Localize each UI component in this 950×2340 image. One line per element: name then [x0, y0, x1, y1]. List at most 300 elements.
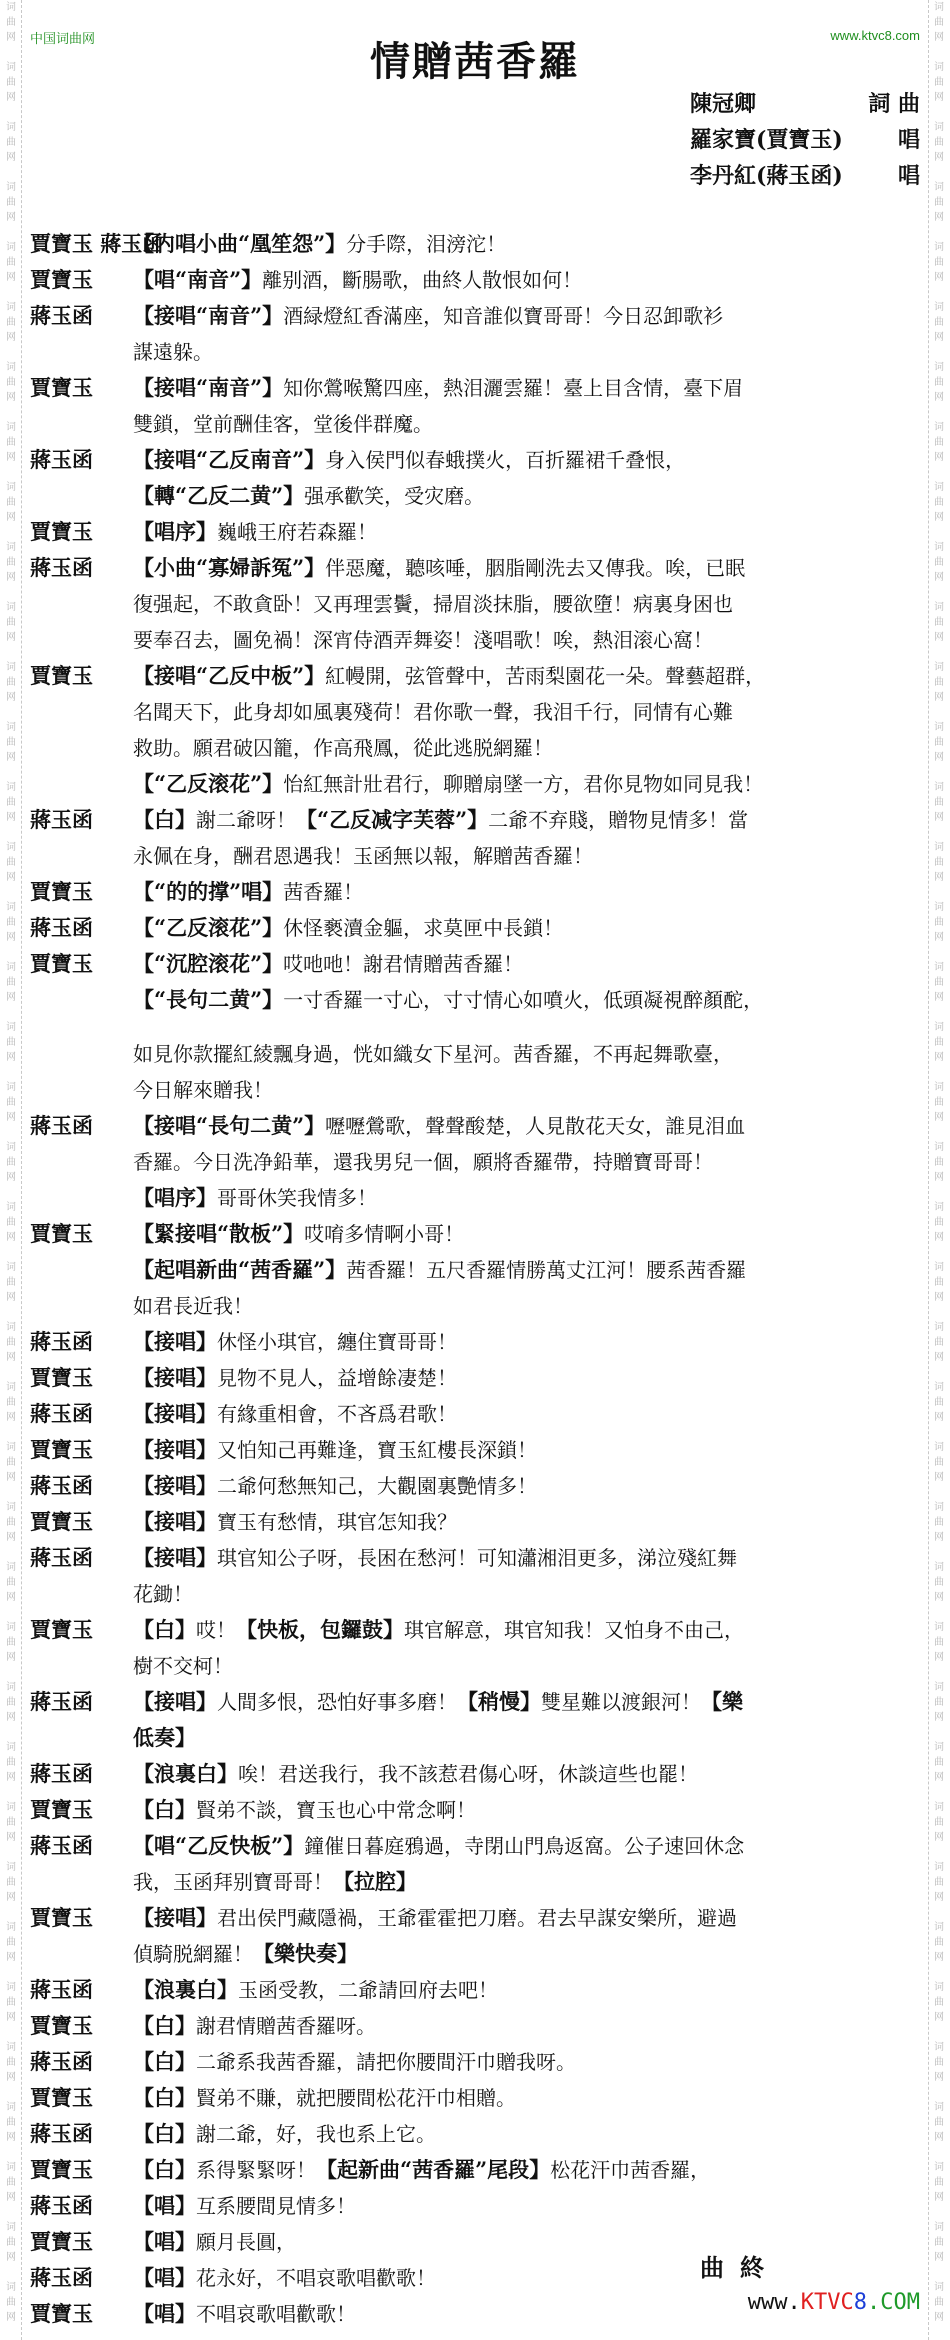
watermark-group — [6, 1680, 16, 1740]
script-entry — [30, 658, 920, 802]
watermark-char: 词 — [6, 1622, 16, 1633]
lyric-text: 怡紅無計壯君行，聊贈扇墜一方，君你見物如同見我！ — [283, 772, 764, 796]
lyric-line — [133, 694, 920, 730]
watermark-char: 词 — [934, 1442, 944, 1453]
lyric-text: 願月長圓， — [196, 2230, 296, 2254]
watermark-group — [934, 1980, 944, 2040]
speaker-name: 蔣玉函 — [30, 1329, 93, 1354]
performance-tag: 【唱】 — [133, 2301, 196, 2326]
watermark-group — [934, 1560, 944, 1620]
performance-tag: 【白】 — [133, 807, 196, 832]
lyric-text: 系得緊緊呀！ — [196, 2158, 316, 2182]
watermark-char: 词 — [934, 62, 944, 73]
lyric-text: 巍峨王府若森羅！ — [217, 520, 377, 544]
script-entry — [30, 550, 920, 658]
performance-tag: 【“沉腔滚花”】 — [133, 951, 284, 976]
watermark-char: 网 — [934, 872, 944, 883]
watermark-char: 曲 — [934, 1577, 944, 1588]
watermark-group — [6, 420, 16, 480]
watermark-char: 曲 — [934, 677, 944, 688]
speaker-name: 蔣玉函 — [30, 1977, 93, 2002]
watermark-char: 曲 — [6, 1097, 16, 1108]
performance-tag: 【接唱“乙反南音”】 — [133, 447, 326, 472]
performance-tag: 【接唱】 — [133, 1689, 217, 1714]
watermark-char: 词 — [6, 2102, 16, 2113]
watermark-char: 词 — [6, 842, 16, 853]
watermark-group — [6, 600, 16, 660]
watermark-group — [6, 1740, 16, 1800]
watermark-char: 词 — [934, 2222, 944, 2233]
speaker-name: 蔣玉函 — [30, 2121, 93, 2146]
speaker-name: 賈寶玉 — [30, 1221, 93, 1246]
performance-tag: 【起唱新曲“茜香羅”】 — [133, 1257, 347, 1282]
watermark-char: 网 — [6, 392, 16, 403]
lyric-text: 分手際，泪滂沱！ — [346, 232, 507, 256]
lyric-lines — [133, 442, 920, 514]
watermark-char: 网 — [6, 1472, 16, 1483]
lyric-line — [133, 1180, 920, 1216]
watermark-group — [934, 840, 944, 900]
watermark-char: 网 — [934, 752, 944, 763]
performance-tag: 【接唱】 — [133, 1905, 217, 1930]
performance-tag: 【浪裏白】 — [133, 1977, 238, 2002]
performance-tag: 【樂 — [701, 1689, 743, 1714]
watermark-char: 曲 — [6, 1877, 16, 1888]
watermark-char: 网 — [934, 452, 944, 463]
watermark-char: 网 — [934, 812, 944, 823]
watermark-char: 网 — [6, 1112, 16, 1123]
watermark-char: 曲 — [934, 2057, 944, 2068]
speaker-name: 賈寶玉 蔣玉函 — [30, 231, 164, 256]
watermark-char: 词 — [934, 302, 944, 313]
speaker-name: 賈寶玉 — [30, 1797, 93, 1822]
watermark-group — [6, 1200, 16, 1260]
watermark-group — [6, 120, 16, 180]
lyric-line — [133, 334, 920, 370]
watermark-char: 词 — [6, 1082, 16, 1093]
watermark-char: 词 — [934, 1322, 944, 1333]
watermark-char: 曲 — [6, 917, 16, 928]
watermark-group — [934, 2280, 944, 2340]
watermark-group — [934, 300, 944, 360]
lyric-lines — [133, 2116, 920, 2152]
performance-tag: 【接唱】 — [133, 1509, 217, 1534]
script-entry — [30, 1468, 920, 1504]
watermark-char: 词 — [6, 1442, 16, 1453]
watermark-char: 曲 — [6, 257, 16, 268]
watermark-group — [934, 900, 944, 960]
watermark-char: 曲 — [934, 1517, 944, 1528]
watermark-group — [6, 780, 16, 840]
performance-tag: 低奏】 — [133, 1725, 196, 1750]
watermark-char: 曲 — [6, 377, 16, 388]
lyric-line — [133, 1684, 920, 1720]
watermark-char: 词 — [6, 1562, 16, 1573]
credit-singer-1 — [690, 122, 920, 158]
script-entry — [30, 1504, 920, 1540]
watermark-group — [6, 720, 16, 780]
watermark-char: 网 — [934, 1592, 944, 1603]
lyric-line — [133, 1252, 920, 1288]
lyric-line — [133, 1756, 920, 1792]
lyric-line — [133, 2044, 920, 2080]
lyric-text: 酒緑燈紅香滿座，知音誰似寶哥哥！今日忍卸歌衫 — [283, 304, 724, 328]
watermark-char: 网 — [6, 1352, 16, 1363]
watermark-group — [6, 300, 16, 360]
performance-tag: 【“乙反滚花”】 — [133, 915, 284, 940]
watermark-group — [934, 1860, 944, 1920]
watermark-char: 曲 — [934, 197, 944, 208]
performance-tag: 【起新曲“茜香羅”尾段】 — [316, 2157, 551, 2182]
performance-tag: 【白】 — [133, 1617, 196, 1642]
watermark-group — [6, 1980, 16, 2040]
watermark-char: 词 — [934, 2282, 944, 2293]
watermark-char: 曲 — [6, 617, 16, 628]
watermark-char: 词 — [934, 242, 944, 253]
lyric-line — [133, 1612, 920, 1648]
performance-tag: 【接唱“長句二黄”】 — [133, 1113, 326, 1138]
watermark-char: 网 — [934, 212, 944, 223]
lyric-text: 琪官解意，琪官知我！又怕身不由己， — [404, 1618, 744, 1642]
lyric-text: 哎唷多情啊小哥！ — [304, 1222, 465, 1246]
script-entry — [30, 2116, 920, 2152]
watermark-char: 曲 — [934, 977, 944, 988]
watermark-char: 曲 — [934, 1877, 944, 1888]
script-entry — [30, 1612, 920, 1684]
speaker-name: 賈寶玉 — [30, 2013, 93, 2038]
lyric-text: 琪官知公子呀，長困在愁河！可知瀟湘泪更多，涕泣殘紅舞 — [217, 1546, 737, 1570]
watermark-char: 曲 — [934, 1457, 944, 1468]
watermark-char: 词 — [934, 662, 944, 673]
watermark-group — [6, 540, 16, 600]
watermark-char: 词 — [934, 1982, 944, 1993]
lyric-line — [133, 874, 920, 910]
lyric-text: 二爺何愁無知己，大觀園裏艷情多！ — [217, 1474, 537, 1498]
watermark-char: 网 — [934, 1952, 944, 1963]
watermark-char: 词 — [6, 1682, 16, 1693]
watermark-char: 词 — [6, 1742, 16, 1753]
watermark-char: 网 — [6, 632, 16, 643]
lyrics-script — [30, 226, 920, 2332]
watermark-group — [934, 1200, 944, 1260]
speaker-name: 賈寶玉 — [30, 519, 93, 544]
watermark-column-right — [928, 0, 950, 2340]
performance-tag: 【白】 — [133, 2121, 196, 2146]
script-entry — [30, 2008, 920, 2044]
performance-tag: 【浪裏白】 — [133, 1761, 238, 1786]
watermark-group — [934, 720, 944, 780]
lyric-line — [133, 766, 920, 802]
lyric-line — [133, 406, 920, 442]
watermark-char: 曲 — [6, 437, 16, 448]
watermark-char: 曲 — [6, 197, 16, 208]
speaker-name: 蔣玉函 — [30, 1689, 93, 1714]
credit-role: 詞 曲 — [868, 91, 920, 117]
lyric-line — [133, 262, 920, 298]
performance-tag: 【接唱】 — [133, 1365, 217, 1390]
lyric-line — [133, 910, 920, 946]
speaker-name: 賈寶玉 — [30, 1437, 93, 1462]
lyric-line — [133, 514, 920, 550]
watermark-group — [934, 1920, 944, 1980]
watermark-group — [934, 1440, 944, 1500]
lyric-line — [133, 1900, 920, 1936]
lyric-line — [133, 478, 920, 514]
logo-com: .COM — [867, 2290, 920, 2315]
footer-logo[interactable] — [748, 2290, 920, 2315]
site-name[interactable]: 中国词曲网 — [30, 32, 96, 47]
lyric-line — [133, 226, 920, 262]
performance-tag: 【緊接唱“散板”】 — [133, 1221, 305, 1246]
watermark-char: 词 — [934, 842, 944, 853]
performance-tag: 【白】 — [133, 2013, 196, 2038]
speaker-name: 賈寶玉 — [30, 663, 93, 688]
lyric-line — [133, 1576, 920, 1612]
speaker-name: 賈寶玉 — [30, 1365, 93, 1390]
lyric-line — [133, 802, 920, 838]
watermark-char: 词 — [934, 482, 944, 493]
watermark-char: 词 — [6, 1262, 16, 1273]
lyric-text: 雙鎖，堂前酬佳客，堂後伴群魔。 — [133, 412, 433, 436]
lyric-line — [133, 1648, 920, 1684]
watermark-char: 曲 — [6, 317, 16, 328]
watermark-char: 曲 — [6, 1697, 16, 1708]
watermark-char: 词 — [6, 662, 16, 673]
speaker-name: 蔣玉函 — [30, 1761, 93, 1786]
watermark-char: 网 — [934, 332, 944, 343]
lyric-text: 唉！君送我行，我不該惹君傷心呀，休談這些也罷！ — [238, 1762, 698, 1786]
lyric-line — [133, 658, 920, 694]
logo-ktvc: KTVC — [800, 2290, 854, 2315]
site-url[interactable]: www.ktvc8.com — [830, 28, 920, 43]
lyric-text: 松花汗巾茜香羅， — [550, 2158, 711, 2182]
performance-tag: 【“長句二黄”】 — [133, 987, 284, 1012]
lyric-line — [133, 2188, 920, 2224]
lyric-lines — [133, 1684, 920, 1756]
lyric-text: 不唱哀歌唱歡歌！ — [196, 2302, 356, 2326]
watermark-group — [6, 1440, 16, 1500]
lyric-line — [133, 1108, 920, 1144]
watermark-char: 曲 — [934, 2297, 944, 2308]
lyric-text: 花鋤！ — [133, 1582, 193, 1606]
lyric-line — [133, 2008, 920, 2044]
watermark-char: 词 — [934, 182, 944, 193]
watermark-char: 网 — [6, 2252, 16, 2263]
script-entry — [30, 1540, 920, 1612]
watermark-char: 词 — [6, 242, 16, 253]
lyric-text: 花永好，不唱哀歌唱歡歌！ — [196, 2266, 436, 2290]
lyric-line — [133, 1828, 920, 1864]
script-entry — [30, 910, 920, 946]
script-entry — [30, 1216, 920, 1324]
performance-tag: 【接唱】 — [133, 1329, 217, 1354]
watermark-char: 网 — [934, 1472, 944, 1483]
lyric-text: 樹不交柯！ — [133, 1654, 233, 1678]
lyric-text: 謝君情贈茜香羅呀。 — [196, 2014, 376, 2038]
watermark-char: 网 — [934, 392, 944, 403]
lyric-lines — [133, 2044, 920, 2080]
watermark-char: 网 — [934, 1892, 944, 1903]
watermark-char: 曲 — [6, 1757, 16, 1768]
lyric-lines — [133, 1396, 920, 1432]
lyric-line — [133, 2116, 920, 2152]
lyric-text: 君出侯門藏隱禍，王爺霍霍把刀磨。君去早謀安樂所，避過 — [217, 1906, 737, 1930]
watermark-char: 词 — [934, 1082, 944, 1093]
watermark-char: 曲 — [6, 1637, 16, 1648]
watermark-char: 词 — [6, 122, 16, 133]
lyric-text: 哥哥休笑我情多！ — [217, 1186, 377, 1210]
watermark-char: 网 — [6, 332, 16, 343]
watermark-char: 曲 — [934, 17, 944, 28]
watermark-group — [6, 2280, 16, 2340]
lyric-lines — [133, 1756, 920, 1792]
lyric-line — [133, 1936, 920, 1972]
lyric-text: 如君長近我！ — [133, 1294, 253, 1318]
speaker-name: 蔣玉函 — [30, 2049, 93, 2074]
lyric-text: 今日解來贈我！ — [133, 1078, 273, 1102]
lyric-line — [133, 2224, 920, 2260]
watermark-char: 词 — [934, 782, 944, 793]
watermark-char: 词 — [6, 1922, 16, 1933]
watermark-char: 网 — [6, 1412, 16, 1423]
watermark-char: 网 — [6, 152, 16, 163]
watermark-char: 曲 — [934, 1097, 944, 1108]
watermark-char: 网 — [934, 272, 944, 283]
performance-tag: 【稍慢】 — [457, 1689, 541, 1714]
script-entry — [30, 370, 920, 442]
speaker-name: 蔣玉函 — [30, 447, 93, 472]
performance-tag: 【“的的撑”唱】 — [133, 879, 284, 904]
watermark-char: 曲 — [6, 1157, 16, 1168]
watermark-char: 词 — [6, 1382, 16, 1393]
watermark-group — [934, 360, 944, 420]
watermark-char: 网 — [934, 1712, 944, 1723]
watermark-char: 网 — [934, 152, 944, 163]
watermark-group — [934, 1620, 944, 1680]
watermark-char: 曲 — [6, 977, 16, 988]
watermark-group — [934, 420, 944, 480]
lyric-text: 如見你款擺紅綾飄身過，恍如織女下星河。茜香羅，不再起舞歌臺， — [133, 1042, 733, 1066]
watermark-char: 曲 — [6, 1817, 16, 1828]
lyric-text: 休怪小琪官，纏住寶哥哥！ — [217, 1330, 457, 1354]
watermark-char: 词 — [6, 1502, 16, 1513]
watermark-char: 曲 — [6, 1937, 16, 1948]
watermark-char: 曲 — [934, 1337, 944, 1348]
watermark-char: 曲 — [6, 1037, 16, 1048]
lyric-line — [133, 1972, 920, 2008]
watermark-char: 词 — [6, 1202, 16, 1213]
watermark-char: 词 — [934, 122, 944, 133]
watermark-char: 曲 — [6, 1577, 16, 1588]
watermark-char: 词 — [6, 62, 16, 73]
lyric-lines — [133, 910, 920, 946]
speaker-name: 賈寶玉 — [30, 879, 93, 904]
speaker-name: 賈寶玉 — [30, 375, 93, 400]
performance-tag: 【内唱小曲“凰笙怨”】 — [133, 231, 347, 256]
lyric-lines — [133, 1792, 920, 1828]
lyric-line — [133, 730, 920, 766]
lyric-text: 賢弟不賺，就把腰間松花汗巾相贈。 — [196, 2086, 516, 2110]
performance-tag: 【轉“乙反二黄”】 — [133, 483, 305, 508]
lyric-lines — [133, 1468, 920, 1504]
watermark-char: 曲 — [6, 497, 16, 508]
logo-8: 8 — [853, 2290, 868, 2315]
lyric-lines — [133, 2152, 920, 2188]
performance-tag: 【“乙反滚花”】 — [133, 771, 284, 796]
speaker-name: 蔣玉函 — [30, 1113, 93, 1138]
watermark-group — [6, 1260, 16, 1320]
watermark-char: 曲 — [934, 2177, 944, 2188]
lyric-lines — [133, 298, 920, 370]
watermark-group — [934, 1080, 944, 1140]
lyric-line — [133, 442, 920, 478]
lyric-text: 身入侯門似春蛾撲火，百折羅裙千叠恨， — [325, 448, 686, 472]
watermark-group — [934, 2220, 944, 2280]
watermark-char: 曲 — [6, 1337, 16, 1348]
watermark-char: 词 — [934, 2, 944, 13]
lyric-text: 一寸香羅一寸心，寸寸情心如噴火，低頭凝視醉顏酡， — [283, 988, 764, 1012]
watermark-char: 词 — [6, 182, 16, 193]
script-entry — [30, 1900, 920, 1972]
script-entry — [30, 1108, 920, 1216]
lyric-text: 要奉召去，圖免禍！深宵侍酒弄舞姿！淺唱歌！唉，熱泪滚心窩！ — [133, 628, 713, 652]
speaker-name: 蔣玉函 — [30, 1401, 93, 1426]
lyric-lines — [133, 2224, 920, 2260]
lyric-text: 謝二爺呀！ — [196, 808, 296, 832]
lyric-lines — [133, 514, 920, 550]
watermark-group — [934, 2040, 944, 2100]
speaker-name: 賈寶玉 — [30, 267, 93, 292]
script-entry — [30, 1396, 920, 1432]
watermark-char: 曲 — [934, 797, 944, 808]
divider-left — [21, 0, 22, 2340]
watermark-char: 曲 — [6, 857, 16, 868]
lyric-text: 互系腰間見情多！ — [196, 2194, 356, 2218]
watermark-char: 词 — [934, 962, 944, 973]
lyric-text: 見物不見人，益增餘凄楚！ — [217, 1366, 457, 1390]
credit-role: 唱 — [897, 127, 920, 153]
watermark-char: 曲 — [6, 1997, 16, 2008]
watermark-char: 网 — [934, 2012, 944, 2023]
speaker-name: 蔣玉函 — [30, 2193, 93, 2218]
watermark-char: 网 — [6, 2012, 16, 2023]
lyric-line — [133, 2080, 920, 2116]
watermark-char: 词 — [6, 422, 16, 433]
watermark-char: 词 — [934, 2042, 944, 2053]
watermark-char: 网 — [6, 1832, 16, 1843]
watermark-char: 曲 — [934, 1277, 944, 1288]
watermark-char: 曲 — [934, 1937, 944, 1948]
lyric-text: 哎吔吔！謝君情贈茜香羅！ — [283, 952, 524, 976]
watermark-char: 网 — [6, 32, 16, 43]
lyric-line — [133, 1324, 920, 1360]
watermark-group — [6, 2220, 16, 2280]
lyric-line — [133, 1144, 920, 1180]
lyric-text: 香羅。今日洗净鉛華，還我男兒一個，願將香羅帶，持贈寶哥哥！ — [133, 1150, 713, 1174]
speaker-name: 賈寶玉 — [30, 1617, 93, 1642]
speaker-name: 蔣玉函 — [30, 1545, 93, 1570]
script-entry — [30, 946, 920, 1108]
watermark-char: 曲 — [6, 2177, 16, 2188]
watermark-group — [934, 1740, 944, 1800]
ending-mark: 曲終 — [700, 2253, 780, 2282]
watermark-char: 网 — [934, 2192, 944, 2203]
watermark-char: 词 — [934, 1502, 944, 1513]
watermark-group — [934, 2100, 944, 2160]
watermark-char: 网 — [6, 1892, 16, 1903]
lyric-lines — [133, 1360, 920, 1396]
watermark-group — [934, 1320, 944, 1380]
